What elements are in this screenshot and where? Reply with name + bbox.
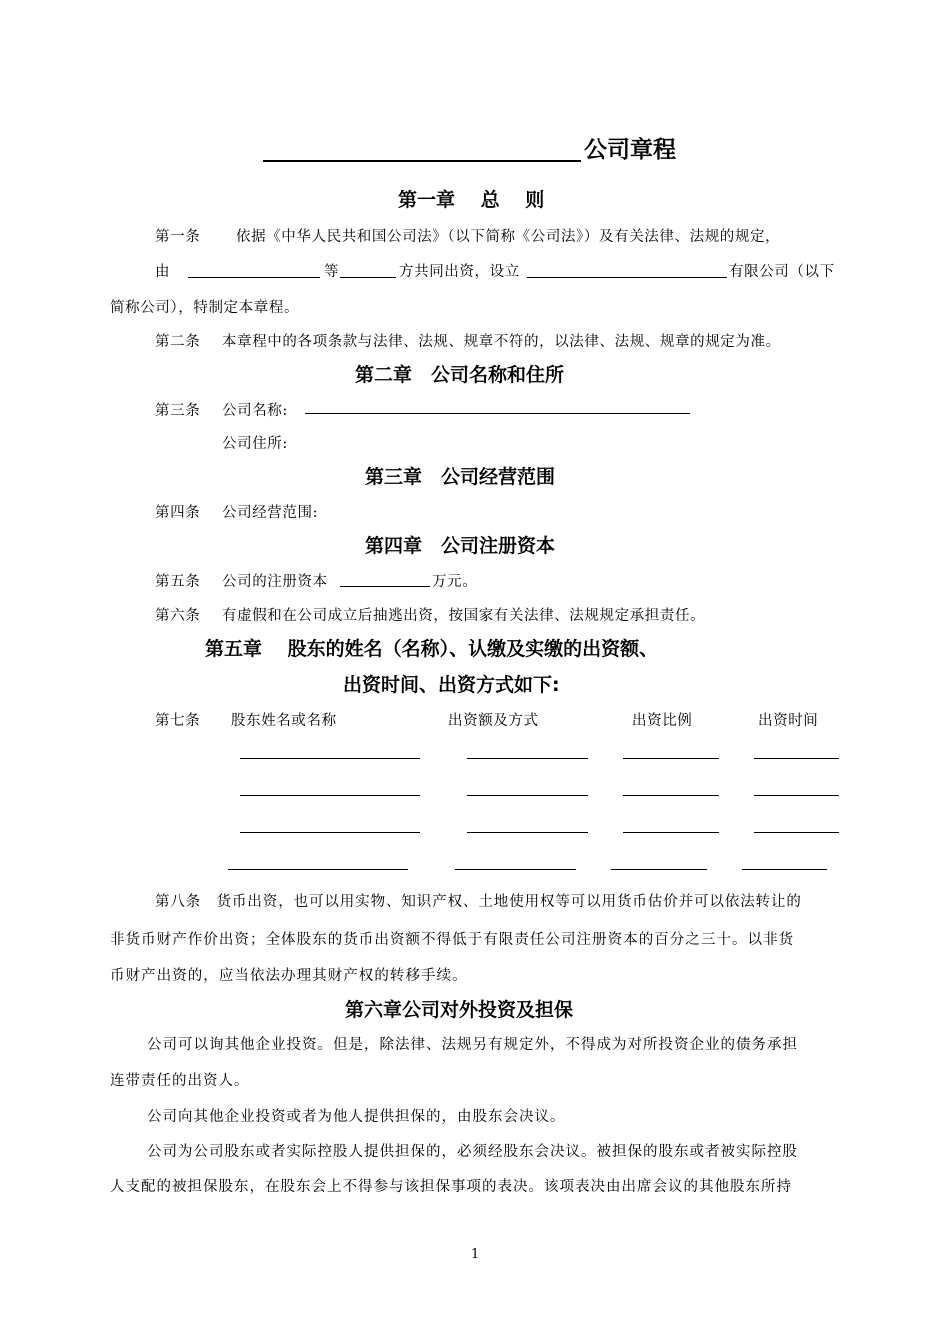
company-name-field-line [305,413,690,414]
ratio-blank [623,832,719,833]
chapter-2-heading: 第二章 公司名称和住所 [355,364,565,386]
article-1-youxian: 有限公司（以下 [729,264,835,280]
column-contribution-time: 出资时间 [758,713,819,729]
chapter-6-heading: 第六章公司对外投资及担保 [345,999,574,1021]
chapter-6-para3-line1: 公司为公司股东或者实际控股人提供担保的，必须经股东会决议。被担保的股东或者被实际控股 [147,1144,798,1160]
business-scope-label: 公司经营范围: [222,505,319,521]
name-blank [240,795,420,796]
chapter-6-para1-line1: 公司可以询其他企业投资。但是，除法律、法规另有规定外，不得成为对所投资企业的债务承担 [147,1037,798,1053]
article-7-number: 第七条 [155,713,201,729]
article-1-you: 由 [155,264,171,280]
article-5-number: 第五条 [155,574,201,590]
chapter-4-heading: 第四章 公司注册资本 [365,535,556,557]
ratio-blank [623,758,719,759]
article-1-line3: 简称公司），特制定本章程。 [110,300,300,316]
time-blank [754,758,839,759]
article-1-fang: 方共同出资，设立 [399,264,520,280]
article-6-text: 有虚假和在公司成立后抽逃出资，按国家有关法律、法规规定承担责任。 [222,608,706,624]
company-name-blank [263,160,581,162]
name-blank [228,869,408,870]
column-shareholder-name: 股东姓名或名称 [231,713,337,729]
document-title: 公司章程 [584,137,676,163]
time-blank [754,795,839,796]
article-4-number: 第四条 [155,505,201,521]
amount-blank [467,758,588,759]
article-2-number: 第二条 [155,334,201,350]
company-name-label: 公司名称: [222,403,288,419]
chapter-6-para3-line2: 人支配的被担保股东，在股东会上不得参与该担保事项的表决。该项表决由出席会议的其他股东所持 [110,1179,792,1195]
column-contribution-ratio: 出资比例 [632,713,693,729]
party-count-blank [340,277,396,278]
time-blank [742,869,827,870]
article-1-number: 第一条 [155,229,201,245]
article-3-number: 第三条 [155,403,201,419]
chapter-6-para1-line2: 连带责任的出资人。 [110,1073,250,1089]
chapter-1-heading: 第一章 总 则 [398,189,545,211]
article-5-post: 万元。 [432,574,478,590]
chapter-5-heading-line1: 第五章 股东的姓名（名称）、认缴及实缴的出资额、 [205,638,659,660]
article-1-deng: 等 [324,264,340,280]
article-8-line3: 币财产出资的，应当依法办理其财产权的转移手续。 [110,968,468,984]
chapter-3-heading: 第三章 公司经营范围 [365,466,556,488]
article-5-pre: 公司的注册资本 [222,574,328,590]
name-blank [240,758,420,759]
name-blank [240,832,420,833]
chapter-5-heading-line2: 出资时间、出资方式如下: [343,674,560,696]
page-number: 1 [471,1247,480,1262]
column-contribution-amount: 出资额及方式 [448,713,539,729]
amount-blank [467,832,588,833]
amount-blank [455,869,576,870]
ratio-blank [611,869,707,870]
amount-blank [467,795,588,796]
article-8-line1: 第八条 货币出资，也可以用实物、知识产权、土地使用权等可以用货币估价并可以依法转让的 [155,894,802,910]
company-address-label: 公司住所: [222,436,288,452]
article-8-line2: 非货币财产作价出资；全体股东的货币出资额不得低于有限责任公司注册资本的百分之三十。以非货 [110,932,795,948]
chapter-6-para2: 公司向其他企业投资或者为他人提供担保的，由股东会决议。 [147,1109,566,1125]
company-blank [527,277,727,278]
article-2-text: 本章程中的各项条款与法律、法规、规章不符的，以法律、法规、规章的规定为准。 [222,334,781,350]
shareholder-blank [188,277,320,278]
article-1-line1: 依据《中华人民共和国公司法》（以下简称《公司法》）及有关法律、法规的规定， [236,229,781,245]
time-blank [754,832,839,833]
ratio-blank [623,795,719,796]
capital-blank [340,586,430,587]
article-6-number: 第六条 [155,608,201,624]
